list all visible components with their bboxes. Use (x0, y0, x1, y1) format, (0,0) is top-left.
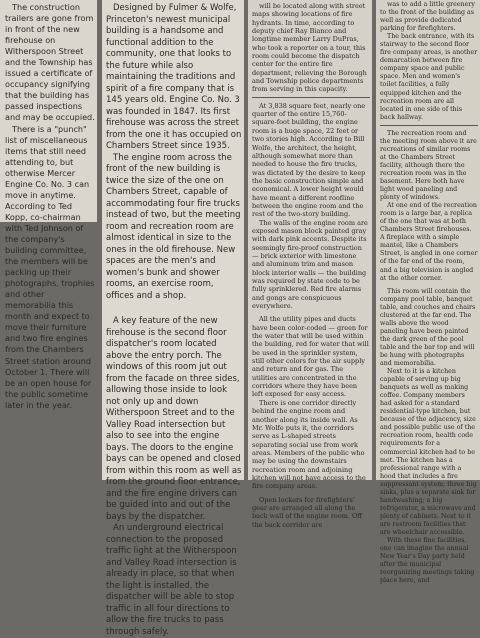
article-column-4 (376, 0, 480, 585)
paragraph: An underground electrical connection to the proposed traffic light at the Witherspoon and Valley Road intersection is already in place, so that when the light is installed, the dispatcher will be able to stop traffic in all four directions to allow the fire trucks to pass through safely. (106, 523, 237, 637)
paragraph: All the utility pipes and ducts have been color-coded — green for the water that will be used within the building, red for water that will be used in the sprinkler system, still other colors for the air supply and return and for gas. The utilities are concentrated in the corridors where they have been left exposed for easy access. (252, 315, 369, 399)
paragraph: At one end of the recreation room is a large bar, a replica of the one that was at both Chambers Street firehouses. A fireplace with a simple mantel, like a Chambers Street, is angled in one corner of the far end of the room, and a big television is angled at the other corner. (380, 202, 478, 282)
paragraph: There is a "punch" list of miscellaneous items that still need attending to, but otherwise Mercer Engine Co. No. 3 can move in anytime. According to Ted Kopp, co-chairman with Ted Johnson of the company's building committee, the members will be packing up their photographs, trophies and other memorabilia this month and expect to move their furniture and two fire engines from the Chambers Street station around October 1. There will be an open house for the public sometime later in the year. (5, 123, 95, 410)
paragraph: There is one corridor directly behind the engine room and another along its inside wall. As Mr. Wolfe puts it, the corridors serve as L-shaped streets separating social use from work areas. Members of the public who may be using the downstairs recreation room and adjoining kitchen will not have access to the fire company areas. (252, 398, 366, 491)
article-column-2 (102, 0, 244, 637)
paragraph: Open lockers for firefighters' gear are arranged all along the back wall of the engine room. Off the back corridor are (252, 495, 362, 529)
article-column-3 (248, 0, 372, 529)
article-column-1 (0, 0, 97, 410)
paragraph: The walls of the engine room are exposed mason block painted gray with dark pink accents. Despite its seemingly fire-proof construction — brick exterior with limestone and aluminum trim and mason block interior walls — the building was required by state code to be fully sprinklered. Red fire alarms and gongs are conspicuous everywhere. (252, 218, 368, 311)
paragraph: Designed by Fulmer & Wolfe, Princeton's newest municipal building is a handsome and functional addition to the community, one that looks to the future while also maintaining the traditions and spirit of a fire company that is 145 years old. Engine Co. No. 3 was founded in 1847. Its first firehouse was across the street from the one it has occupied on Chambers Street since 1935. (106, 3, 242, 151)
paragraph: will be located along with street maps showing locations of fire hydrants. In time, according to deputy chief Ray Bianco and longtime member Larry DuPras, who took a reporter on a tour, this room could become the dispatch center for the entire fire department, relieving the Borough and Township police departments from serving in this capacity. (252, 2, 367, 94)
paragraph: was to add a little greenery to the front of the building as well as provide dedicated parking for firefighters. (380, 1, 475, 33)
paragraph: With these fine facilities, one can imagine the annual New Year's Day party held after the municipal reorganizing meetings taking place here, and (380, 537, 475, 585)
paragraph: A key feature of the new firehouse is the second floor dispatcher's room located above the entry porch. The windows of this room jut out from the facade on three sides, allowing those inside to look not only up and down Witherspoon Street and to the Valley Road intersection but also to see into the engine bays. The doors to the engine bays can be opened and closed from within this room as well as from the ground floor entrance, and the fire engine drivers can be guided into and out of the bays by the dispatcher. (106, 316, 242, 522)
paragraph: The back entrance, with its stairway to the second floor fire company areas, is another demarcation between fire company space and public space. Men and women's toilet facilities, a fully equipped kitchen and the recreation room are all located in one side of this back hallway. (380, 33, 478, 121)
column-divider-rule (380, 125, 478, 126)
paragraph: The construction trailers are gone from in front of the new firehouse on Witherspoon Street and the Township has issued a certificate of occupancy signifying that the building has passed inspections and may be occupied. (5, 2, 95, 123)
column-divider-rule (252, 97, 370, 98)
paragraph: Next to it is a kitchen capable of serving up big banquets as well as making coffee. Company members had asked for a standard residential-type kitchen, but because of the adjacency, size and possible public use of the recreation room, health code requirements for a commercial kitchen had to be met. The kitchen has a professional range with a hood that includes a fire suppressant system; three big sinks, plus a separate sink for handwashing; a big refrigerator, a microwave and plenty of cabinets. Next to it are restroom facilities that are wheelchair accessible. (380, 368, 477, 536)
paragraph: At 3,838 square feet, nearly one quarter of the entire 15,760-square-foot building, the engine room is a huge space, 22 feet or two stories high. According to Bill Wolfe, the architect, the height, although somewhat more than needed to house the fire trucks, was dictated by the desire to keep the basic construction simple and economical. A lower height would have meant a different roofline between the engine room and the rest of the two-story building. (252, 101, 366, 219)
paragraph: The recreation room and the meeting room above it are recreations of similar rooms at the Chambers Street facility, although there the recreation room was in the basement. Here both have light wood paneling and plenty of windows. (380, 129, 477, 202)
paragraph: The engine room across the front of the new building is twice the size of the one on Chambers Street, capable of accommodating four fire trucks instead of two, but the meeting room and recreation room are almost identical in size to the ones in the old firehouse. New spaces are the men's and women's bunk and shower rooms, an exercise room, offices and a shop. (106, 152, 241, 301)
paragraph: This room will contain the company pool table, banquet table, and couches and chairs clustered at the far end. The walls above the wood paneling have been painted the dark green of the pool table and the bar top and will be hung with photographs and memorabilia. (380, 287, 476, 368)
